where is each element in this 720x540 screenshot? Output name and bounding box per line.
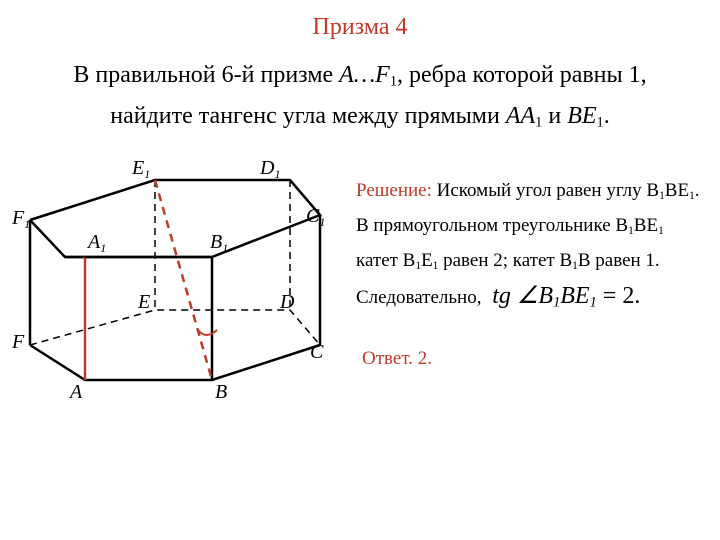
label-b1: $B_1$ (210, 231, 229, 255)
sol-text: Искомый угол равен углу B (431, 180, 660, 201)
label-c: C (310, 341, 324, 363)
formula-sub2: 1 (589, 294, 597, 311)
sub: 1 (432, 259, 439, 272)
top-face (30, 180, 320, 257)
line-be1-sub: 1 (596, 114, 604, 131)
sub: 1 (628, 224, 634, 237)
label-c1: $C_1$ (306, 205, 326, 229)
angle-arc (198, 330, 217, 335)
segment-be1 (155, 180, 212, 380)
label-d1: $D_1$ (260, 157, 281, 181)
problem-end: . (603, 102, 610, 129)
prism-subscript: 1 (389, 73, 398, 90)
label-f: F (12, 331, 25, 353)
line-aa1-sub: 1 (535, 114, 543, 131)
conjunction: и (542, 102, 568, 129)
bottom-visible (30, 345, 320, 380)
solution-heading: Решение: (356, 180, 432, 201)
sub: 1 (658, 224, 664, 237)
sol-text: равен 2; катет B (438, 249, 573, 271)
sub: 1 (659, 189, 665, 202)
problem-line2: найдите тангенс угла между прямыми (110, 102, 506, 129)
bottom-hidden (30, 310, 320, 345)
line-be1: BE (567, 102, 597, 129)
sol-text: . В прямоугольном треугольнике B (356, 180, 700, 236)
formula (492, 283, 640, 309)
sol-text: BE (664, 180, 690, 201)
answer: Ответ. 2. (362, 348, 432, 369)
solution-block (356, 176, 706, 317)
prism-name: A…F (339, 62, 390, 88)
sub: 1 (689, 189, 695, 202)
formula-eq: = 2. (596, 282, 641, 309)
label-f1: $F_1$ (12, 207, 31, 231)
problem-statement (20, 58, 700, 139)
label-a1: $A_1$ (88, 231, 107, 255)
problem-text: В правильной 6-й призме (73, 62, 340, 88)
problem-text-mid: , ребра которой равны 1, (397, 62, 647, 88)
sub: 1 (415, 259, 422, 272)
sol-text: катет B (356, 249, 416, 271)
label-e: E (138, 291, 151, 313)
formula-sub1: 1 (553, 294, 561, 311)
prism-figure (12, 150, 330, 403)
line-aa1: AA (505, 102, 536, 129)
sol-text: E (421, 249, 433, 271)
label-e1: $E_1$ (132, 157, 151, 181)
label-b: B (215, 381, 228, 403)
label-d: D (280, 291, 295, 313)
sol-text: BE (633, 214, 659, 236)
label-a: A (70, 381, 83, 403)
formula-mid: BE (560, 282, 590, 309)
sol-text: B равен 1. Следовательно, (356, 249, 660, 308)
sub: 1 (572, 259, 578, 272)
formula-lhs: tg ∠B (492, 282, 554, 309)
page-title: Призма 4 (312, 14, 408, 40)
